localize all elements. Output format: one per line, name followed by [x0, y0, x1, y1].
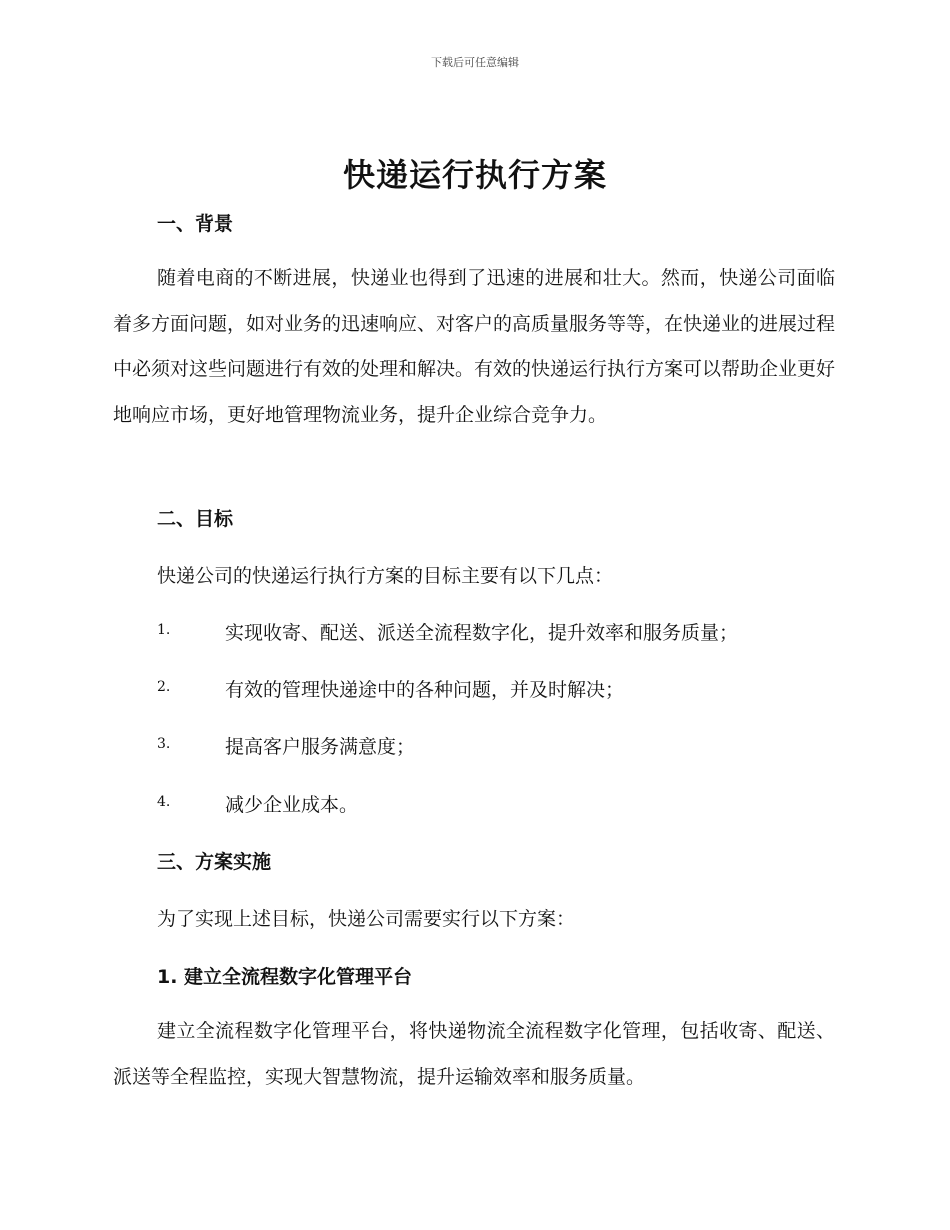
section-heading-background: 一、背景	[157, 213, 234, 235]
list-item-number: 1.	[157, 622, 171, 638]
implementation-intro: 为了实现上述目标，快递公司需要实行以下方案：	[157, 908, 576, 930]
goals-intro: 快递公司的快递运行执行方案的目标主要有以下几点：	[157, 565, 614, 587]
document-title: 快递运行执行方案	[342, 156, 607, 194]
list-item-text: 实现收寄、配送、派送全流程数字化，提升效率和服务质量；	[225, 622, 739, 644]
list-item-number: 4.	[157, 794, 171, 810]
list-item-text: 减少企业成本。	[225, 794, 359, 816]
platform-paragraph: 建立全流程数字化管理平台，将快递物流全流程数字化管理，包括收寄、配送、派送等全程监控，实现大智慧物流，提升运输效率和服务质量。	[113, 1020, 835, 1088]
background-paragraph: 随着电商的不断进展，快递业也得到了迅速的进展和壮大。然而，快递公司面临着多方面问题，如对业务的迅速响应、对客户的高质量服务等等，在快递业的进展过程中必须对这些问题进行有效的处理和解决。有效的快递运行执行方案可以帮助企业更好地响应市场，更好地管理物流业务，提升企业综合竞争力。	[113, 267, 836, 426]
list-item-number: 2.	[157, 679, 171, 695]
header-note: 下载后可任意编辑	[431, 56, 519, 69]
subsection-heading-platform: 1. 建立全流程数字化管理平台	[157, 966, 413, 988]
list-item-text: 有效的管理快递途中的各种问题，并及时解决；	[225, 679, 625, 701]
section-heading-implementation: 三、方案实施	[157, 851, 272, 873]
list-item-text: 提高客户服务满意度；	[225, 736, 416, 758]
list-item-number: 3.	[157, 736, 171, 752]
section-heading-goals: 二、目标	[157, 508, 234, 530]
